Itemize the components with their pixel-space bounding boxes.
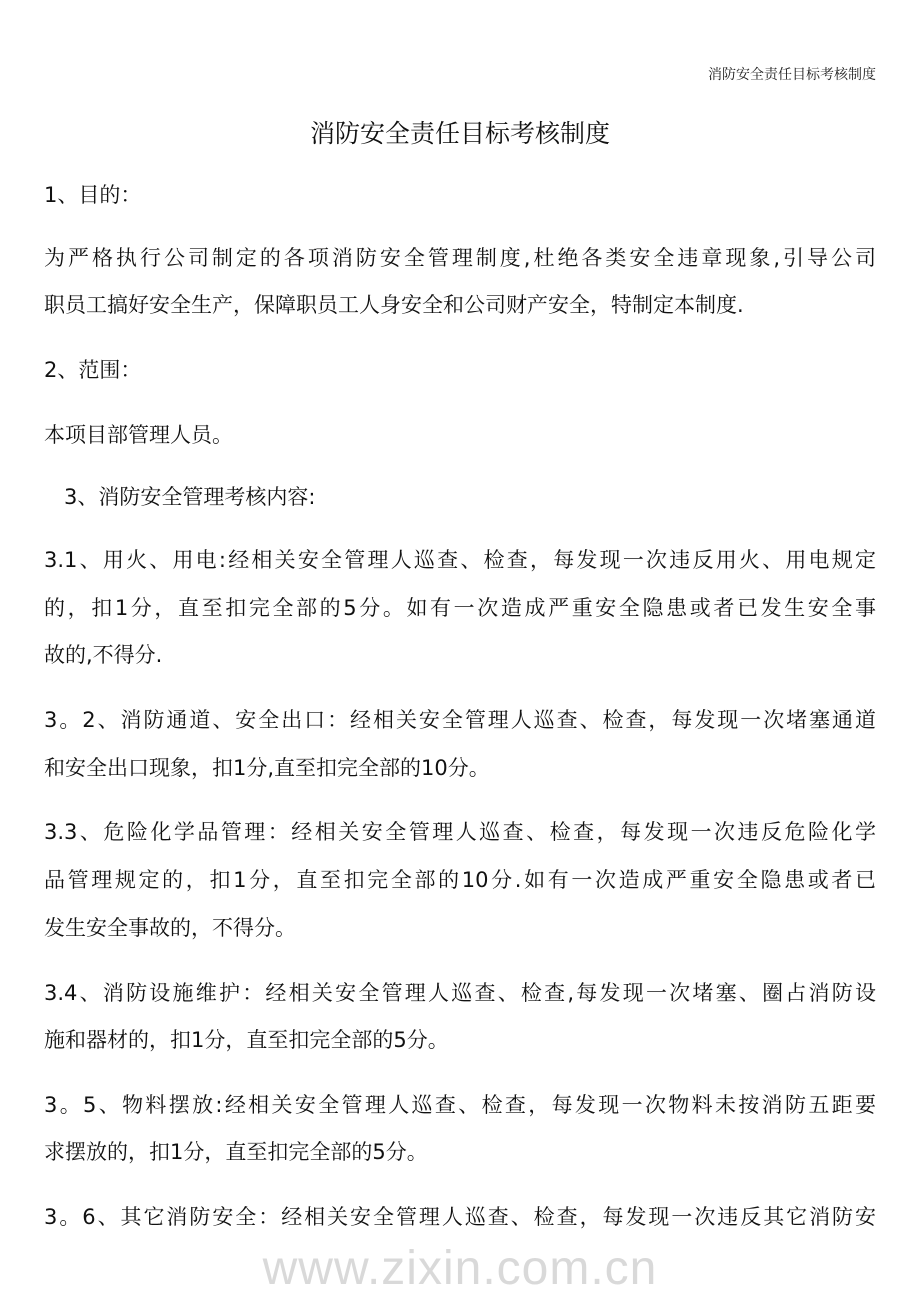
paragraph-line: 3。5、物料摆放:经相关安全管理人巡查、检查，每发现一次物料未按消防五距要 [44,1093,876,1117]
paragraph-line: 的，扣1分，直至扣完全部的5分。如有一次造成严重安全隐患或者已发生安全事 [44,596,876,620]
paragraph-line: 本项目部管理人员。 [44,423,233,447]
section-heading-purpose: 1、目的： [44,183,142,207]
paragraph-line: 3.4、消防设施维护：经相关安全管理人巡查、检查,每发现一次堵塞、圈占消防设 [44,981,876,1005]
paragraph-line: 故的,不得分. [44,643,163,667]
paragraph-line: 品管理规定的，扣1分，直至扣完全部的10分.如有一次造成严重安全隐患或者已 [44,868,876,892]
paragraph-line: 和安全出口现象，扣1分,直至扣完全部的10分。 [44,756,490,780]
paragraph-line: 为严格执行公司制定的各项消防安全管理制度,杜绝各类安全违章现象,引导公司 [44,246,876,270]
paragraph-line: 3.1、用火、用电:经相关安全管理人巡查、检查，每发现一次违反用火、用电规定 [44,548,876,572]
section-heading-scope: 2、范围： [44,358,142,382]
paragraph-line: 发生安全事故的，不得分。 [44,916,296,940]
paragraph-line: 求摆放的，扣1分，直至扣完全部的5分。 [44,1140,428,1164]
running-header: 消防安全责任目标考核制度 [708,67,876,83]
watermark: www.zixin.com.cn [262,1242,658,1295]
paragraph-line: 3.3、危险化学品管理：经相关安全管理人巡查、检查，每发现一次违反危险化学 [44,820,876,844]
paragraph-line: 3。2、消防通道、安全出口：经相关安全管理人巡查、检查，每发现一次堵塞通道 [44,708,876,732]
section-heading-content: 3、消防安全管理考核内容: [64,485,316,509]
paragraph-line: 施和器材的，扣1分，直至扣完全部的5分。 [44,1028,449,1052]
document-title: 消防安全责任目标考核制度 [309,119,610,148]
paragraph-line: 职员工搞好安全生产，保障职员工人身安全和公司财产安全，特制定本制度. [44,293,744,317]
paragraph-line: 3。6、其它消防安全：经相关安全管理人巡查、检查，每发现一次违反其它消防安 [44,1205,876,1229]
